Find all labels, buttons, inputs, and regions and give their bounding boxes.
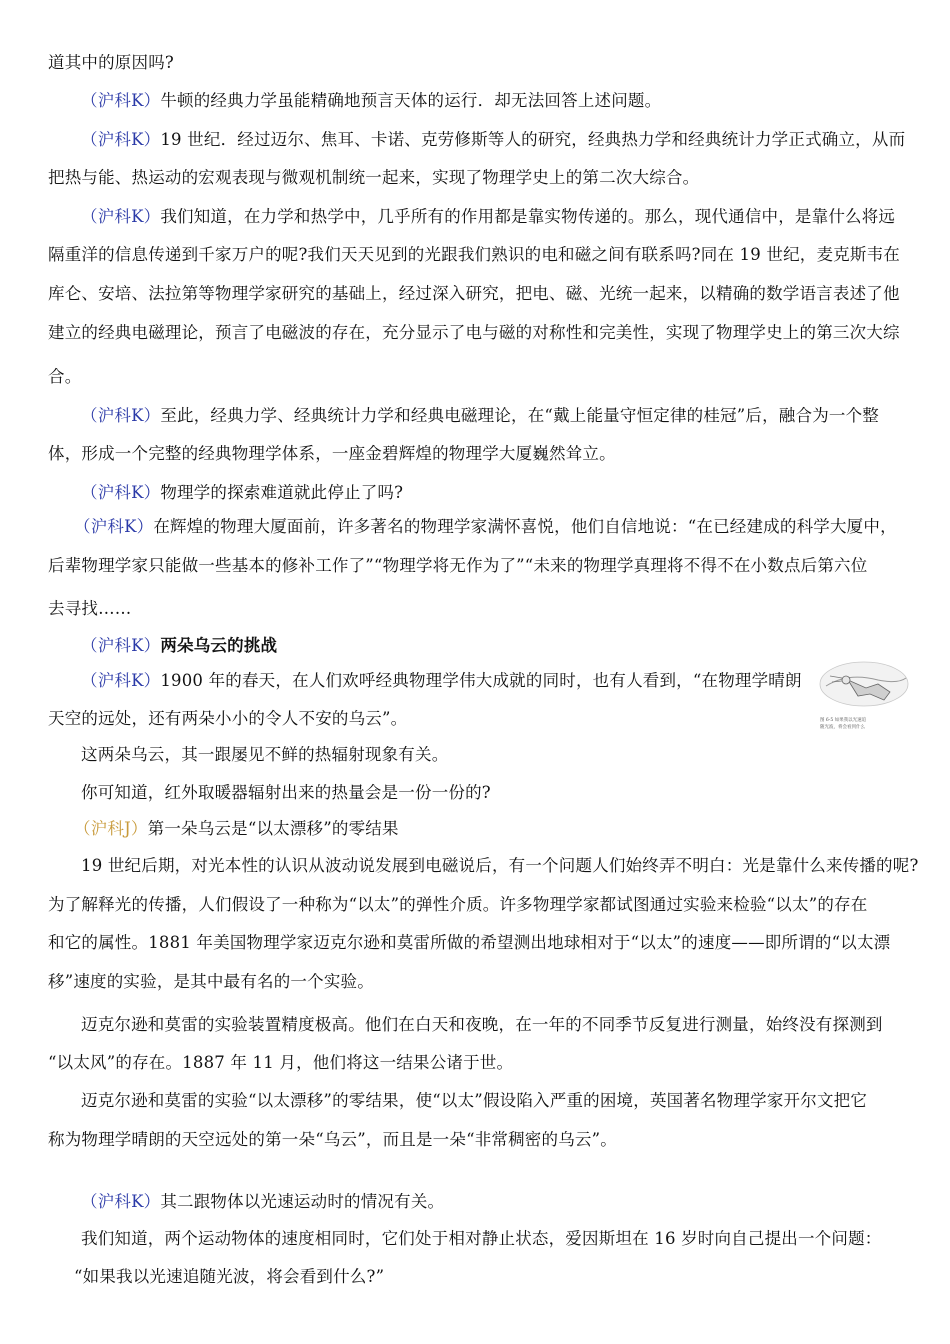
paragraph-line: “如果我以光速追随光波，将会看到什么?”: [74, 1267, 385, 1286]
source-tag: （沪科J）: [74, 819, 148, 838]
paragraph-line: 19 世纪后期，对光本性的认识从波动说发展到电磁说后，有一个问题人们始终弄不明白：光是靠什么来传播的呢?: [81, 856, 919, 875]
paragraph-line: （沪科K）其二跟物体以光速运动时的情况有关。: [81, 1192, 445, 1211]
paragraph-line: （沪科K）至此，经典力学、经典统计力学和经典电磁理论，在“戴上能量守恒定律的桂冠”后，融合为一个整: [81, 406, 879, 425]
source-tag: （沪科K）: [81, 406, 161, 425]
paragraph-line: 把热与能、热运动的宏观表现与微观机制统一起来，实现了物理学史上的第二次大综合。: [48, 168, 700, 187]
paragraph-line: 和它的属性。1881 年美国物理学家迈克尔逊和莫雷所做的希望测出地球相对于“以太”的速度——即所谓的“以太漂: [48, 933, 891, 952]
paragraph-line: 我们知道，两个运动物体的速度相同时，它们处于相对静止状态，爱因斯坦在 16 岁时向自己提出一个问题：: [81, 1229, 882, 1248]
paragraph-line: （沪科K）19 世纪．经过迈尔、焦耳、卡诺、克劳修斯等人的研究，经典热力学和经典统计力学正式确立，从而: [81, 130, 906, 149]
paragraph-line: 为了解释光的传播，人们假设了一种称为“以太”的弹性介质。许多物理学家都试图通过实验来检验“以太”的存在: [48, 895, 868, 914]
paragraph-line: （沪科K）我们知道，在力学和热学中，几乎所有的作用都是靠实物传递的。那么，现代通信中，是靠什么将远: [81, 207, 896, 226]
paragraph-line: “以太风”的存在。1887 年 11 月，他们将这一结果公诸于世。: [48, 1053, 514, 1072]
paragraph-line: 体，形成一个完整的经典物理学体系，一座金碧辉煌的物理学大厦巍然耸立。: [48, 444, 616, 463]
paragraph-line: 移”速度的实验，是其中最有名的一个实验。: [48, 972, 374, 991]
paragraph-line: （沪科K）物理学的探索难道就此停止了吗?: [81, 483, 404, 502]
source-tag: （沪科K）: [81, 1192, 161, 1211]
paragraph-line: 迈克尔逊和莫雷的实验“以太漂移”的零结果，使“以太”假设陷入严重的困境，英国著名物理学家开尔文把它: [81, 1091, 868, 1110]
paragraph-line: 建立的经典电磁理论，预言了电磁波的存在，充分显示了电与磁的对称性和完美性，实现了物理学史上的第三次大综: [48, 323, 900, 342]
paragraph-line: （沪科K）牛顿的经典力学虽能精确地预言天体的运行．却无法回答上述问题。: [81, 91, 662, 110]
source-tag: （沪科K）: [81, 130, 161, 149]
paragraph-line: 库仑、安培、法拉第等物理学家研究的基础上，经过深入研究，把电、磁、光统一起来，以精确的数学语言表述了他: [48, 284, 900, 303]
paragraph-line: （沪科J）第一朵乌云是“以太漂移”的零结果: [74, 819, 399, 838]
paragraph-line: 天空的远处，还有两朵小小的令人不安的乌云”。: [48, 709, 408, 728]
figure-caption-line: 图 6-5 如果我以光速追: [820, 718, 867, 723]
paragraph-line: 隔重洋的信息传递到千家万户的呢?我们天天见到的光跟我们熟识的电和磁之间有联系吗?同在 19 世纪，麦克斯韦在: [48, 245, 900, 264]
paragraph-line: 这两朵乌云，其一跟屡见不鲜的热辐射现象有关。: [81, 745, 449, 764]
source-tag: （沪科K）: [81, 483, 161, 502]
source-tag: （沪科K）: [81, 207, 161, 226]
paragraph-line: 你可知道，红外取暖器辐射出来的热量会是一份一份的?: [81, 783, 491, 802]
paragraph-line: 称为物理学晴朗的天空远处的第一朵“乌云”，而且是一朵“非常稠密的乌云”。: [48, 1130, 617, 1149]
source-tag: （沪科K）: [81, 91, 161, 110]
figure-caption-line: 随光波，将会看到什么: [820, 725, 865, 730]
paragraph-line: 去寻找……: [48, 599, 132, 618]
paragraph-line: 道其中的原因吗?: [48, 53, 174, 72]
paragraph-line: （沪科K）1900 年的春天，在人们欢呼经典物理学伟大成就的同时，也有人看到，“在物理学晴朗: [81, 671, 802, 690]
section-heading: （沪科K）两朵乌云的挑战: [81, 636, 278, 655]
paragraph-line: 后辈物理学家只能做一些基本的修补工作了”“物理学将无作为了”“未来的物理学真理将不得不在小数点后第六位: [48, 556, 868, 575]
source-tag: （沪科K）: [81, 671, 161, 690]
paragraph-line: 合。: [48, 367, 82, 386]
source-tag: （沪科K）: [74, 517, 154, 536]
paragraph-line: （沪科K）在辉煌的物理大厦面前，许多著名的物理学家满怀喜悦，他们自信地说：“在已经建成的科学大厦中，: [74, 517, 897, 536]
source-tag: （沪科K）: [81, 636, 161, 655]
paragraph-line: 迈克尔逊和莫雷的实验装置精度极高。他们在白天和夜晚，在一年的不同季节反复进行测量，始终没有探测到: [81, 1015, 883, 1034]
